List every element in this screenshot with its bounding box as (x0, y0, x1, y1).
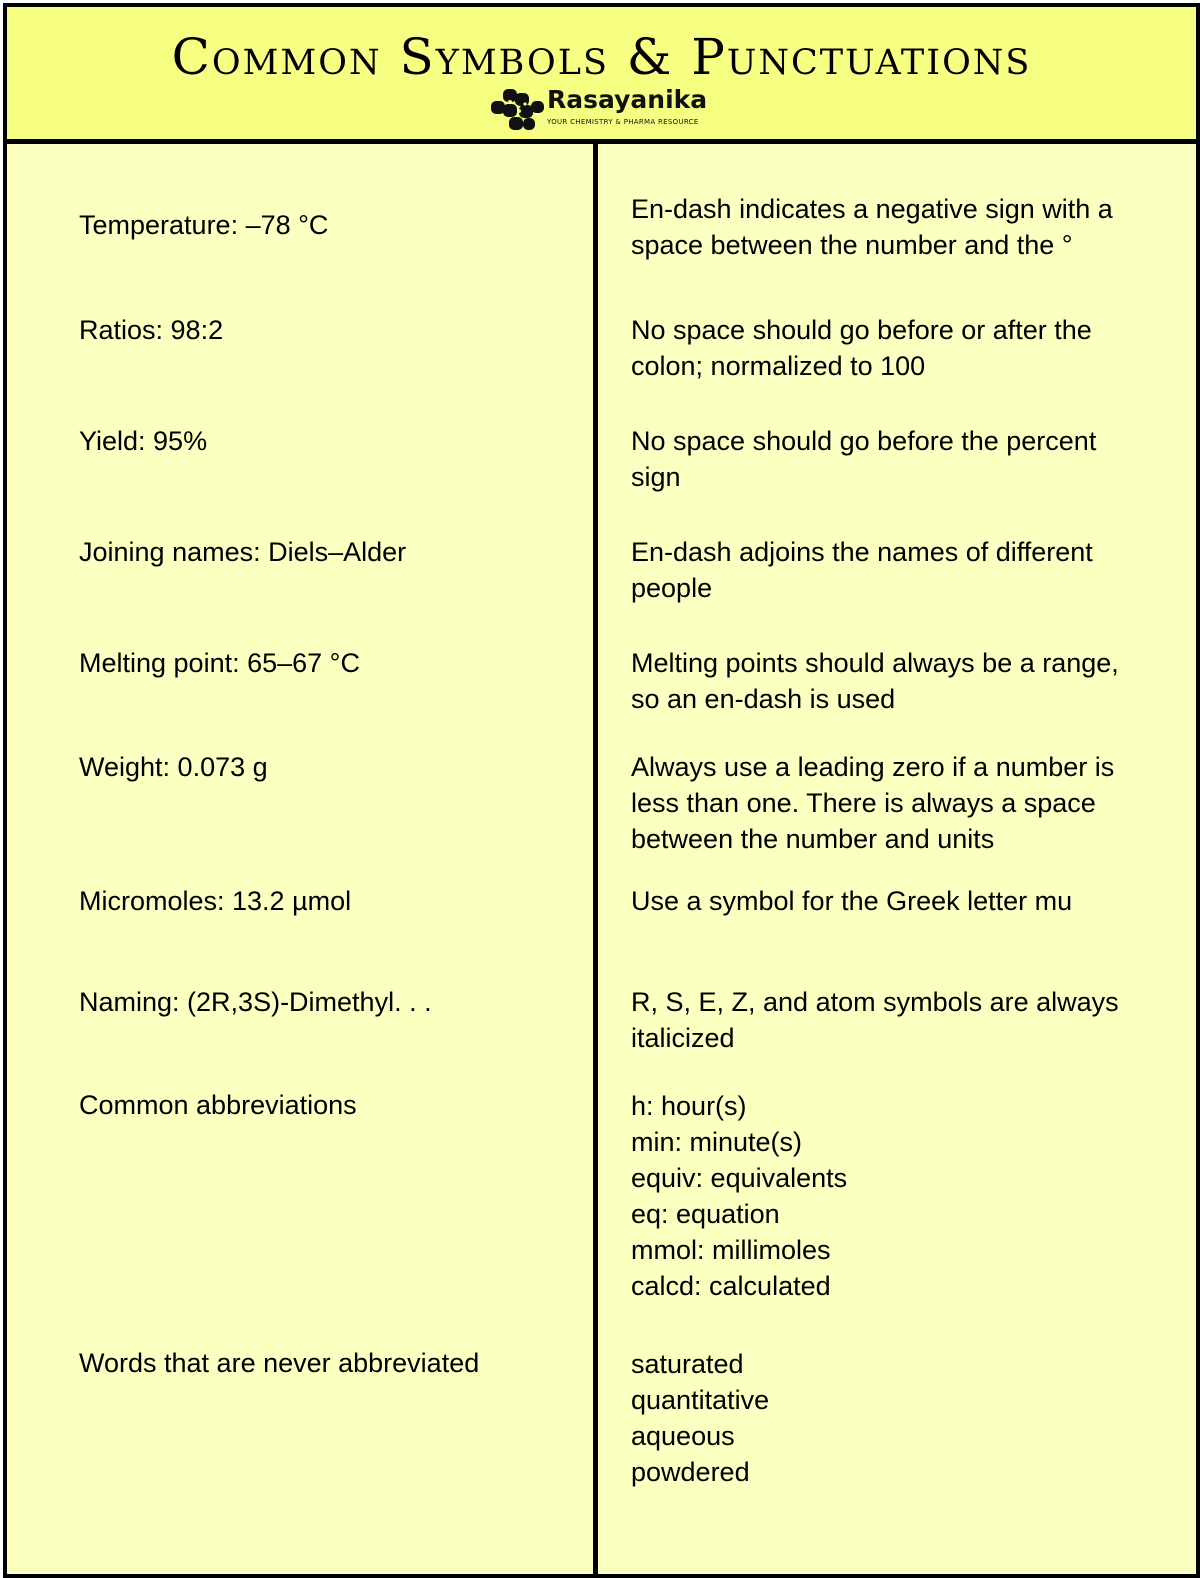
term-text: Common abbreviations (79, 1090, 357, 1120)
abbreviation-item: min: minute(s) (631, 1127, 803, 1157)
desc-line: people (631, 573, 713, 603)
term-text: Words that are never abbreviated (79, 1348, 480, 1378)
word-item: quantitative (631, 1385, 770, 1415)
term-temperature (79, 207, 579, 243)
column-divider (593, 144, 598, 1574)
desc-line: sign (631, 462, 681, 492)
brand-logo (489, 85, 729, 135)
desc-line: Always use a leading zero if a number is (631, 752, 1115, 782)
term-text: Ratios: 98:2 (79, 315, 224, 345)
term-text: Yield: 95% (79, 426, 208, 456)
desc-line: En-dash indicates a negative sign with a (631, 194, 1113, 224)
desc-micromoles (631, 883, 1191, 919)
abbreviation-item: mmol: millimoles (631, 1235, 831, 1265)
term-melting-point (79, 645, 579, 681)
desc-line: less than one. There is always a space (631, 788, 1096, 818)
term-weight (79, 749, 579, 785)
term-yield (79, 423, 579, 459)
molecule-cluster-icon (489, 87, 547, 133)
desc-line: so an en-dash is used (631, 684, 896, 714)
brand-tagline: YOUR CHEMISTRY & PHARMA RESOURCE (547, 118, 699, 126)
abbreviation-item: calcd: calculated (631, 1271, 831, 1301)
desc-joining-names (631, 534, 1191, 606)
term-naming (79, 984, 579, 1020)
desc-line: No space should go before or after the (631, 315, 1092, 345)
desc-melting-point (631, 645, 1191, 717)
desc-line: colon; normalized to 100 (631, 351, 926, 381)
term-ratios (79, 312, 579, 348)
desc-yield (631, 423, 1191, 495)
desc-never-abbreviated (631, 1346, 1191, 1490)
term-common-abbreviations (79, 1087, 579, 1123)
desc-line: R, S, E, Z, and atom symbols are always (631, 987, 1119, 1017)
term-never-abbreviated (79, 1345, 579, 1381)
term-text: Temperature: –78 °C (79, 210, 329, 240)
desc-line: space between the number and the ° (631, 230, 1073, 260)
abbreviation-item: h: hour(s) (631, 1091, 747, 1121)
abbreviation-item: eq: equation (631, 1199, 780, 1229)
desc-ratios (631, 312, 1191, 384)
term-text: Melting point: 65–67 °C (79, 648, 360, 678)
reference-sheet (3, 3, 1200, 1578)
desc-weight (631, 749, 1191, 857)
desc-line: No space should go before the percent (631, 426, 1097, 456)
desc-naming (631, 984, 1191, 1056)
brand-name: Rasayanika (547, 85, 708, 114)
term-text: Micromoles: 13.2 µmol (79, 886, 352, 916)
word-item: saturated (631, 1349, 744, 1379)
desc-line: Use a symbol for the Greek letter mu (631, 886, 1073, 916)
desc-line: between the number and units (631, 824, 995, 854)
abbreviation-item: equiv: equivalents (631, 1163, 848, 1193)
desc-temperature (631, 191, 1191, 263)
word-item: aqueous (631, 1421, 735, 1451)
desc-line: italicized (631, 1023, 735, 1053)
term-micromoles (79, 883, 579, 919)
term-text: Naming: (2R,3S)-Dimethyl. . . (79, 987, 432, 1017)
page-title: Common Symbols & Punctuations (171, 28, 1032, 86)
word-item: powdered (631, 1457, 750, 1487)
term-text: Weight: 0.073 g (79, 752, 268, 782)
header-banner (7, 7, 1196, 144)
desc-common-abbreviations (631, 1088, 1191, 1304)
desc-line: En-dash adjoins the names of different (631, 537, 1093, 567)
desc-line: Melting points should always be a range, (631, 648, 1119, 678)
term-text: Joining names: Diels–Alder (79, 537, 407, 567)
term-joining-names (79, 534, 579, 570)
